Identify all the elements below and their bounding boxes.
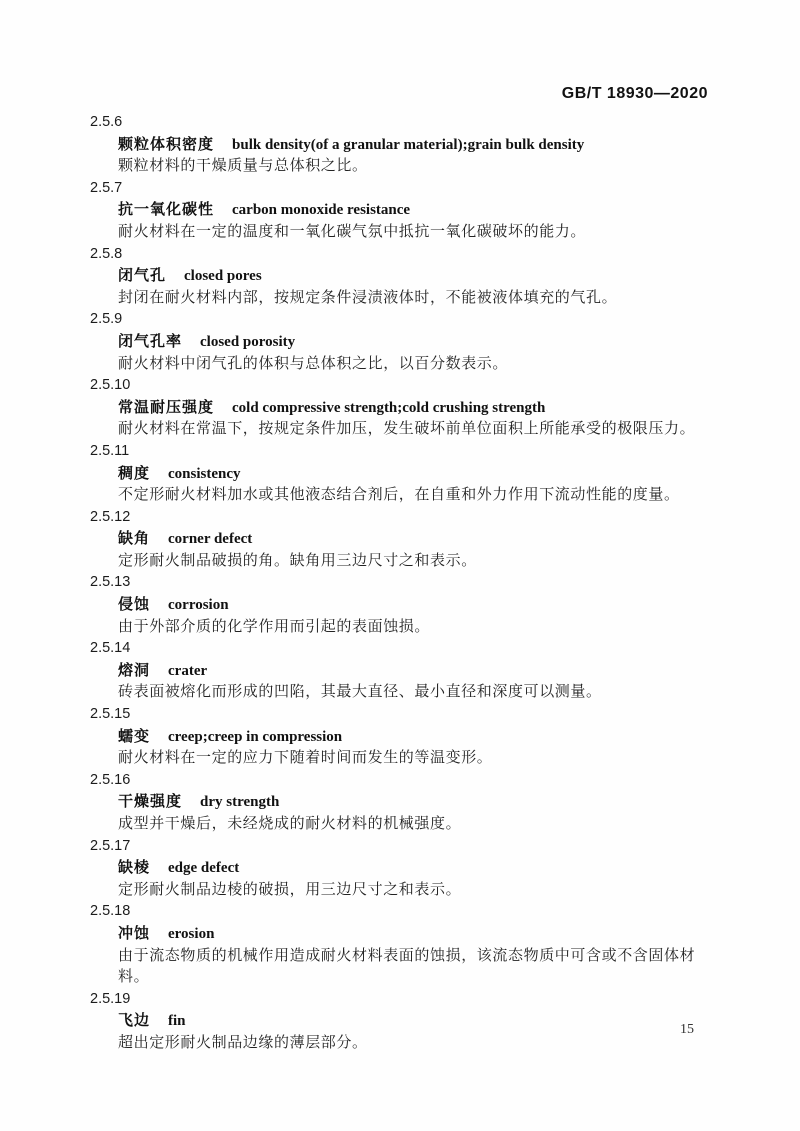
term-english: bulk density(of a granular material);grain bulk density — [232, 136, 585, 153]
section-number: 2.5.18 — [90, 903, 131, 920]
section-number: 2.5.9 — [90, 311, 123, 328]
term-definition: 定形耐火制品破损的角。缺角用三边尺寸之和表示。 — [118, 552, 477, 569]
term-chinese: 侵蚀 — [118, 596, 151, 614]
term-line — [90, 265, 712, 288]
term-section — [90, 770, 712, 836]
term-section — [90, 244, 712, 310]
term-definition: 砖表面被熔化而形成的凹陷，其最大直径、最小直径和深度可以测量。 — [118, 684, 602, 701]
section-number: 2.5.7 — [90, 179, 123, 196]
term-line — [90, 199, 712, 222]
term-chinese: 稠度 — [118, 464, 151, 482]
term-section — [90, 572, 712, 638]
page-number: 15 — [680, 1022, 694, 1037]
term-english: creep;creep in compression — [168, 728, 343, 745]
term-section — [90, 704, 712, 770]
term-definition: 由于流态物质的机械作用造成耐火材料表面的蚀损，该流态物质中可含或不含固体材料。 — [118, 947, 696, 986]
term-chinese: 干燥强度 — [118, 793, 183, 811]
term-definition: 耐火材料在常温下，按规定条件加压，发生破坏前单位面积上所能承受的极限压力。 — [118, 421, 696, 438]
term-english: corner defect — [168, 531, 253, 548]
section-number: 2.5.10 — [90, 377, 131, 394]
terms-content — [90, 112, 712, 1055]
term-chinese: 缺棱 — [118, 859, 151, 877]
term-chinese: 常温耐压强度 — [118, 398, 215, 416]
term-chinese: 缺角 — [118, 530, 151, 548]
term-definition: 定形耐火制品边棱的破损，用三边尺寸之和表示。 — [118, 881, 462, 898]
term-chinese: 冲蚀 — [118, 924, 151, 942]
term-definition: 由于外部介质的化学作用而引起的表面蚀损。 — [118, 618, 431, 635]
term-definition: 超出定形耐火制品边缘的薄层部分。 — [118, 1034, 368, 1051]
term-chinese: 闭气孔率 — [118, 332, 183, 350]
term-english: closed pores — [184, 268, 262, 285]
term-chinese: 蠕变 — [118, 727, 151, 745]
section-number: 2.5.13 — [90, 574, 131, 591]
section-number: 2.5.17 — [90, 837, 131, 854]
term-line — [90, 594, 712, 617]
term-english: closed porosity — [200, 333, 296, 350]
term-section — [90, 375, 712, 441]
section-number: 2.5.12 — [90, 508, 131, 525]
term-chinese: 颗粒体积密度 — [118, 135, 215, 153]
term-section — [90, 112, 712, 178]
term-english: crater — [168, 662, 208, 679]
section-number: 2.5.15 — [90, 706, 131, 723]
term-line — [90, 791, 712, 814]
term-line — [90, 660, 712, 683]
term-definition: 颗粒材料的干燥质量与总体积之比。 — [118, 158, 368, 175]
section-number: 2.5.19 — [90, 990, 131, 1007]
section-number: 2.5.8 — [90, 245, 123, 262]
section-number: 2.5.16 — [90, 771, 131, 788]
term-definition: 耐火材料中闭气孔的体积与总体积之比，以百分数表示。 — [118, 355, 509, 372]
term-section — [90, 836, 712, 902]
term-line — [90, 923, 712, 946]
term-section — [90, 901, 712, 988]
term-line — [90, 134, 712, 157]
term-definition: 耐火材料在一定的温度和一氧化碳气氛中抵抗一氧化碳破坏的能力。 — [118, 223, 587, 240]
term-definition: 耐火材料在一定的应力下随着时间而发生的等温变形。 — [118, 750, 493, 767]
term-english: erosion — [168, 925, 215, 942]
term-definition: 封闭在耐火材料内部，按规定条件浸渍液体时，不能被液体填充的气孔。 — [118, 289, 618, 306]
term-english: fin — [168, 1013, 186, 1030]
term-line — [90, 857, 712, 880]
term-chinese: 飞边 — [118, 1012, 151, 1030]
term-chinese: 抗一氧化碳性 — [118, 201, 215, 219]
term-line — [90, 1010, 712, 1033]
term-section — [90, 638, 712, 704]
term-english: consistency — [168, 465, 241, 482]
term-chinese: 熔洞 — [118, 661, 151, 679]
term-english: dry strength — [200, 794, 280, 811]
term-line — [90, 726, 712, 749]
term-section — [90, 507, 712, 573]
section-number: 2.5.11 — [90, 442, 130, 459]
section-number: 2.5.14 — [90, 640, 131, 657]
term-line — [90, 397, 712, 420]
term-english: edge defect — [168, 860, 240, 877]
term-definition: 不定形耐火材料加水或其他液态结合剂后，在自重和外力作用下流动性能的度量。 — [118, 487, 680, 504]
term-english: cold compressive strength;cold crushing strength — [232, 399, 546, 416]
term-section — [90, 309, 712, 375]
term-definition: 成型并干燥后，未经烧成的耐火材料的机械强度。 — [118, 816, 462, 832]
section-number: 2.5.6 — [90, 114, 123, 130]
term-english: carbon monoxide resistance — [232, 202, 411, 219]
term-section — [90, 441, 712, 507]
standard-code-header: GB/T 18930—2020 — [561, 85, 708, 102]
term-chinese: 闭气孔 — [118, 267, 167, 285]
term-line — [90, 528, 712, 551]
term-section — [90, 989, 712, 1055]
term-line — [90, 463, 712, 486]
term-line — [90, 331, 712, 354]
term-english: corrosion — [168, 597, 229, 614]
term-section — [90, 178, 712, 244]
